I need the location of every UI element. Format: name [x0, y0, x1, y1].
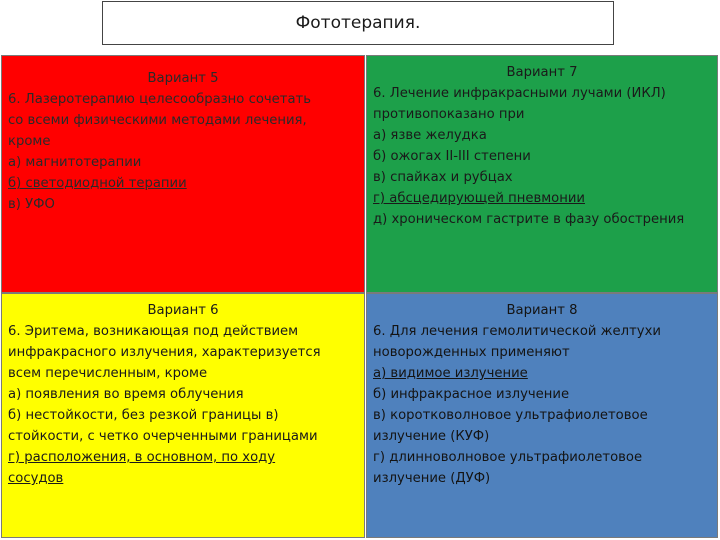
card-line: 6. Эритема, возникающая под действием — [8, 324, 299, 339]
card-heading: Вариант 7 — [506, 65, 578, 80]
card-line: а) язве желудка — [373, 128, 487, 143]
card-line: б) ожогах II-III степени — [373, 149, 531, 164]
card-line: в) УФО — [8, 197, 55, 212]
card-variant-8 — [366, 293, 718, 538]
card-line-answer: б) светодиодной терапии — [8, 176, 187, 191]
card-line: излучение (ДУФ) — [373, 471, 491, 486]
card-line: инфракрасного излучения, характеризуется — [8, 345, 321, 360]
slide-title — [102, 1, 614, 45]
card-line: стойкости, с четко очерченными границами — [8, 429, 318, 444]
card-variant-7 — [366, 55, 718, 293]
card-line: б) нестойкости, без резкой границы в) — [8, 408, 279, 423]
card-line: новорожденных применяют — [373, 345, 570, 360]
card-line: в) коротковолновое ультрафиолетовое — [373, 408, 648, 423]
card-line: со всеми физическими методами лечения, — [8, 113, 307, 128]
card-line-answer: сосудов — [8, 471, 64, 486]
card-line: 6. Для лечения гемолитической желтухи — [373, 324, 661, 339]
card-line: д) хроническом гастрите в фазу обострения — [373, 212, 685, 227]
card-line: б) инфракрасное излучение — [373, 387, 570, 402]
slide-title-text: Фототерапия. — [295, 13, 421, 33]
card-heading: Вариант 6 — [147, 303, 219, 318]
card-line: излучение (КУФ) — [373, 429, 490, 444]
card-line: а) появления во время облучения — [8, 387, 244, 402]
card-variant-5 — [1, 55, 365, 293]
card-variant-6 — [1, 293, 365, 538]
card-line: а) магнитотерапии — [8, 155, 142, 170]
card-line-answer: г) расположения, в основном, по ходу — [8, 450, 276, 465]
card-line: кроме — [8, 134, 51, 149]
card-heading: Вариант 5 — [147, 71, 219, 86]
card-line: в) спайках и рубцах — [373, 170, 513, 185]
card-line: 6. Лазеротерапию целесообразно сочетать — [8, 92, 312, 107]
card-heading: Вариант 8 — [506, 303, 578, 318]
card-line: г) длинноволновое ультрафиолетовое — [373, 450, 643, 465]
card-line-answer: а) видимое излучение — [373, 366, 528, 381]
card-line: 6. Лечение инфракрасными лучами (ИКЛ) — [373, 86, 666, 101]
card-line: всем перечисленным, кроме — [8, 366, 208, 381]
card-line: противопоказано при — [373, 107, 525, 122]
card-line-answer: г) абсцедирующей пневмонии — [373, 191, 585, 206]
